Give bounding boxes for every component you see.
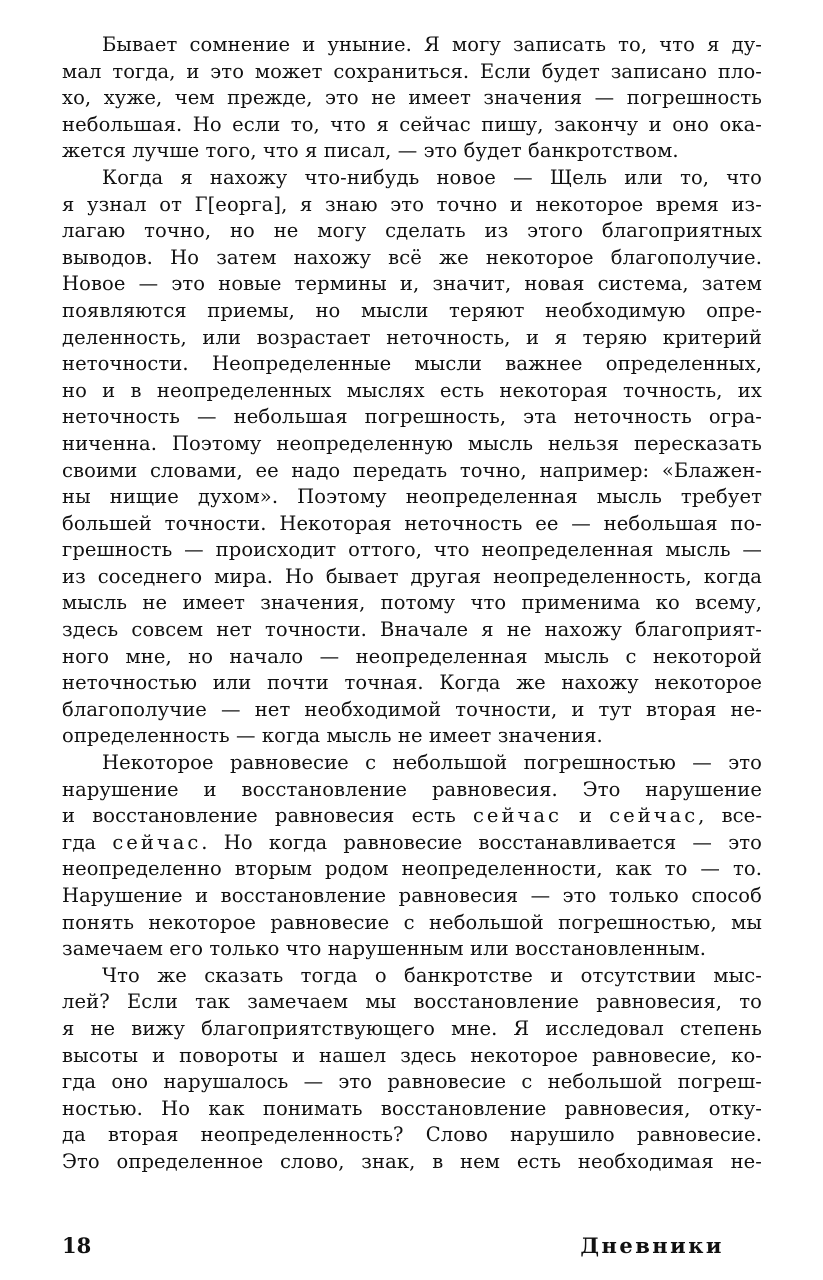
text-line: ного мне, но начало — неопределенная мысль с некоторой	[62, 644, 762, 668]
text-line: неточность — небольшая погрешность, эта неточность огра-	[62, 405, 762, 429]
running-title: Дневники	[580, 1233, 724, 1258]
text-line: Это определенное слово, знак, в нем есть необходимая не-	[62, 1149, 762, 1173]
text-segment: гда	[62, 830, 113, 854]
text-line: понять некоторое равновесие с небольшой погрешностью, мы	[62, 910, 762, 934]
text-segment: и восстановление равновесия есть	[62, 804, 473, 828]
text-block	[62, 32, 762, 1176]
text-line: своими словами, ее надо передать точно, например: «Блажен-	[62, 458, 762, 482]
text-line: определенность — когда мысль не имеет значения.	[62, 724, 603, 748]
text-line: мал тогда, и это может сохраниться. Если будет записано пло-	[62, 59, 762, 83]
text-line: Бывает сомнение и уныние. Я могу записать то, что я ду-	[102, 33, 762, 56]
text-line: жется лучше того, что я писал, — это будет банкротством.	[62, 139, 679, 163]
text-segment: и	[561, 804, 610, 828]
text-line: мысль не имеет значения, потому что применима ко всему,	[62, 591, 762, 615]
text-segment: . Но когда равновесие восстанавливается — это	[201, 830, 762, 854]
text-line: из соседнего мира. Но бывает другая неопределенность, когда	[62, 564, 762, 588]
text-line: неточностью или почти точная. Когда же нахожу некоторое	[62, 671, 762, 695]
text-line: но и в неопределенных мыслях есть некоторая точность, их	[62, 378, 762, 402]
text-line: выводов. Но затем нахожу всё же некоторое благополучие.	[62, 245, 762, 269]
text-line: лей? Если так замечаем мы восстановление равновесия, то	[62, 990, 762, 1014]
paragraph-3	[62, 750, 762, 963]
text-line: я не вижу благоприятствующего мне. Я исследовал степень	[62, 1016, 762, 1040]
text-line: гда оно нарушалось — это равновесие с небольшой погреш-	[62, 1070, 762, 1094]
paragraph-1	[62, 32, 762, 165]
text-line: Некоторое равновесие с небольшой погрешностью — это	[102, 751, 762, 775]
text-line: ностью. Но как понимать восстановление равновесия, отку-	[62, 1096, 762, 1120]
text-line	[62, 830, 762, 857]
text-line: лагаю точно, но не могу сделать из этого благоприятных	[62, 219, 762, 243]
text-line: здесь совсем нет точности. Вначале я не нахожу благоприят-	[62, 618, 762, 642]
text-line: большей точности. Некоторая неточность ее — небольшая по-	[62, 511, 762, 535]
text-line: да вторая неопределенность? Слово нарушило равновесие.	[62, 1123, 762, 1147]
text-line: замечаем его только что нарушенным или восстановленным.	[62, 937, 707, 961]
text-line: Когда я нахожу что-нибудь новое — Щель или то, что	[102, 165, 762, 189]
text-line: Нарушение и восстановление равновесия — это только способ	[62, 884, 762, 907]
text-line: неопределенно вторым родом неопределенности, как то — то.	[62, 857, 762, 881]
text-line: высоты и повороты и нашел здесь некоторое равновесие, ко-	[62, 1043, 762, 1067]
text-line: благополучие — нет необходимой точности, и тут вторая не-	[62, 697, 762, 721]
emphasis-spaced: сейчас	[472, 804, 562, 828]
emphasis-spaced: сейчас	[112, 830, 202, 854]
text-line: небольшая. Но если то, что я сейчас пишу, закончу и оно ока-	[62, 112, 762, 136]
text-line: Что же сказать тогда о банкротстве и отсутствии мыс-	[102, 963, 762, 987]
text-segment: , все-	[698, 804, 763, 828]
emphasis-spaced: сейчас	[609, 804, 699, 828]
text-line: нарушение и восстановление равновесия. Это нарушение	[62, 777, 762, 801]
text-line: ны нищие духом». Поэтому неопределенная мысль требует	[62, 485, 762, 509]
text-line: деленность, или возрастает неточность, и я теряю критерий	[62, 325, 762, 349]
text-line: хо, хуже, чем прежде, это не имеет значения — погрешность	[62, 86, 762, 110]
page-number: 18	[62, 1233, 92, 1258]
text-line: неточности. Неопределенные мысли важнее определенных,	[62, 352, 762, 376]
paragraph-2	[62, 165, 762, 750]
paragraph-4	[62, 963, 762, 1176]
text-line: ниченна. Поэтому неопределенную мысль нельзя пересказать	[62, 431, 762, 455]
text-line: грешность — происходит оттого, что неопределенная мысль —	[62, 538, 762, 562]
page-footer	[62, 1233, 724, 1263]
text-line: я узнал от Г[еорга], я знаю это точно и некоторое время из-	[62, 192, 762, 216]
text-line: Новое — это новые термины и, значит, новая система, затем	[62, 272, 762, 296]
text-line	[62, 803, 762, 830]
text-line: появляются приемы, но мысли теряют необходимую опре-	[62, 298, 762, 322]
